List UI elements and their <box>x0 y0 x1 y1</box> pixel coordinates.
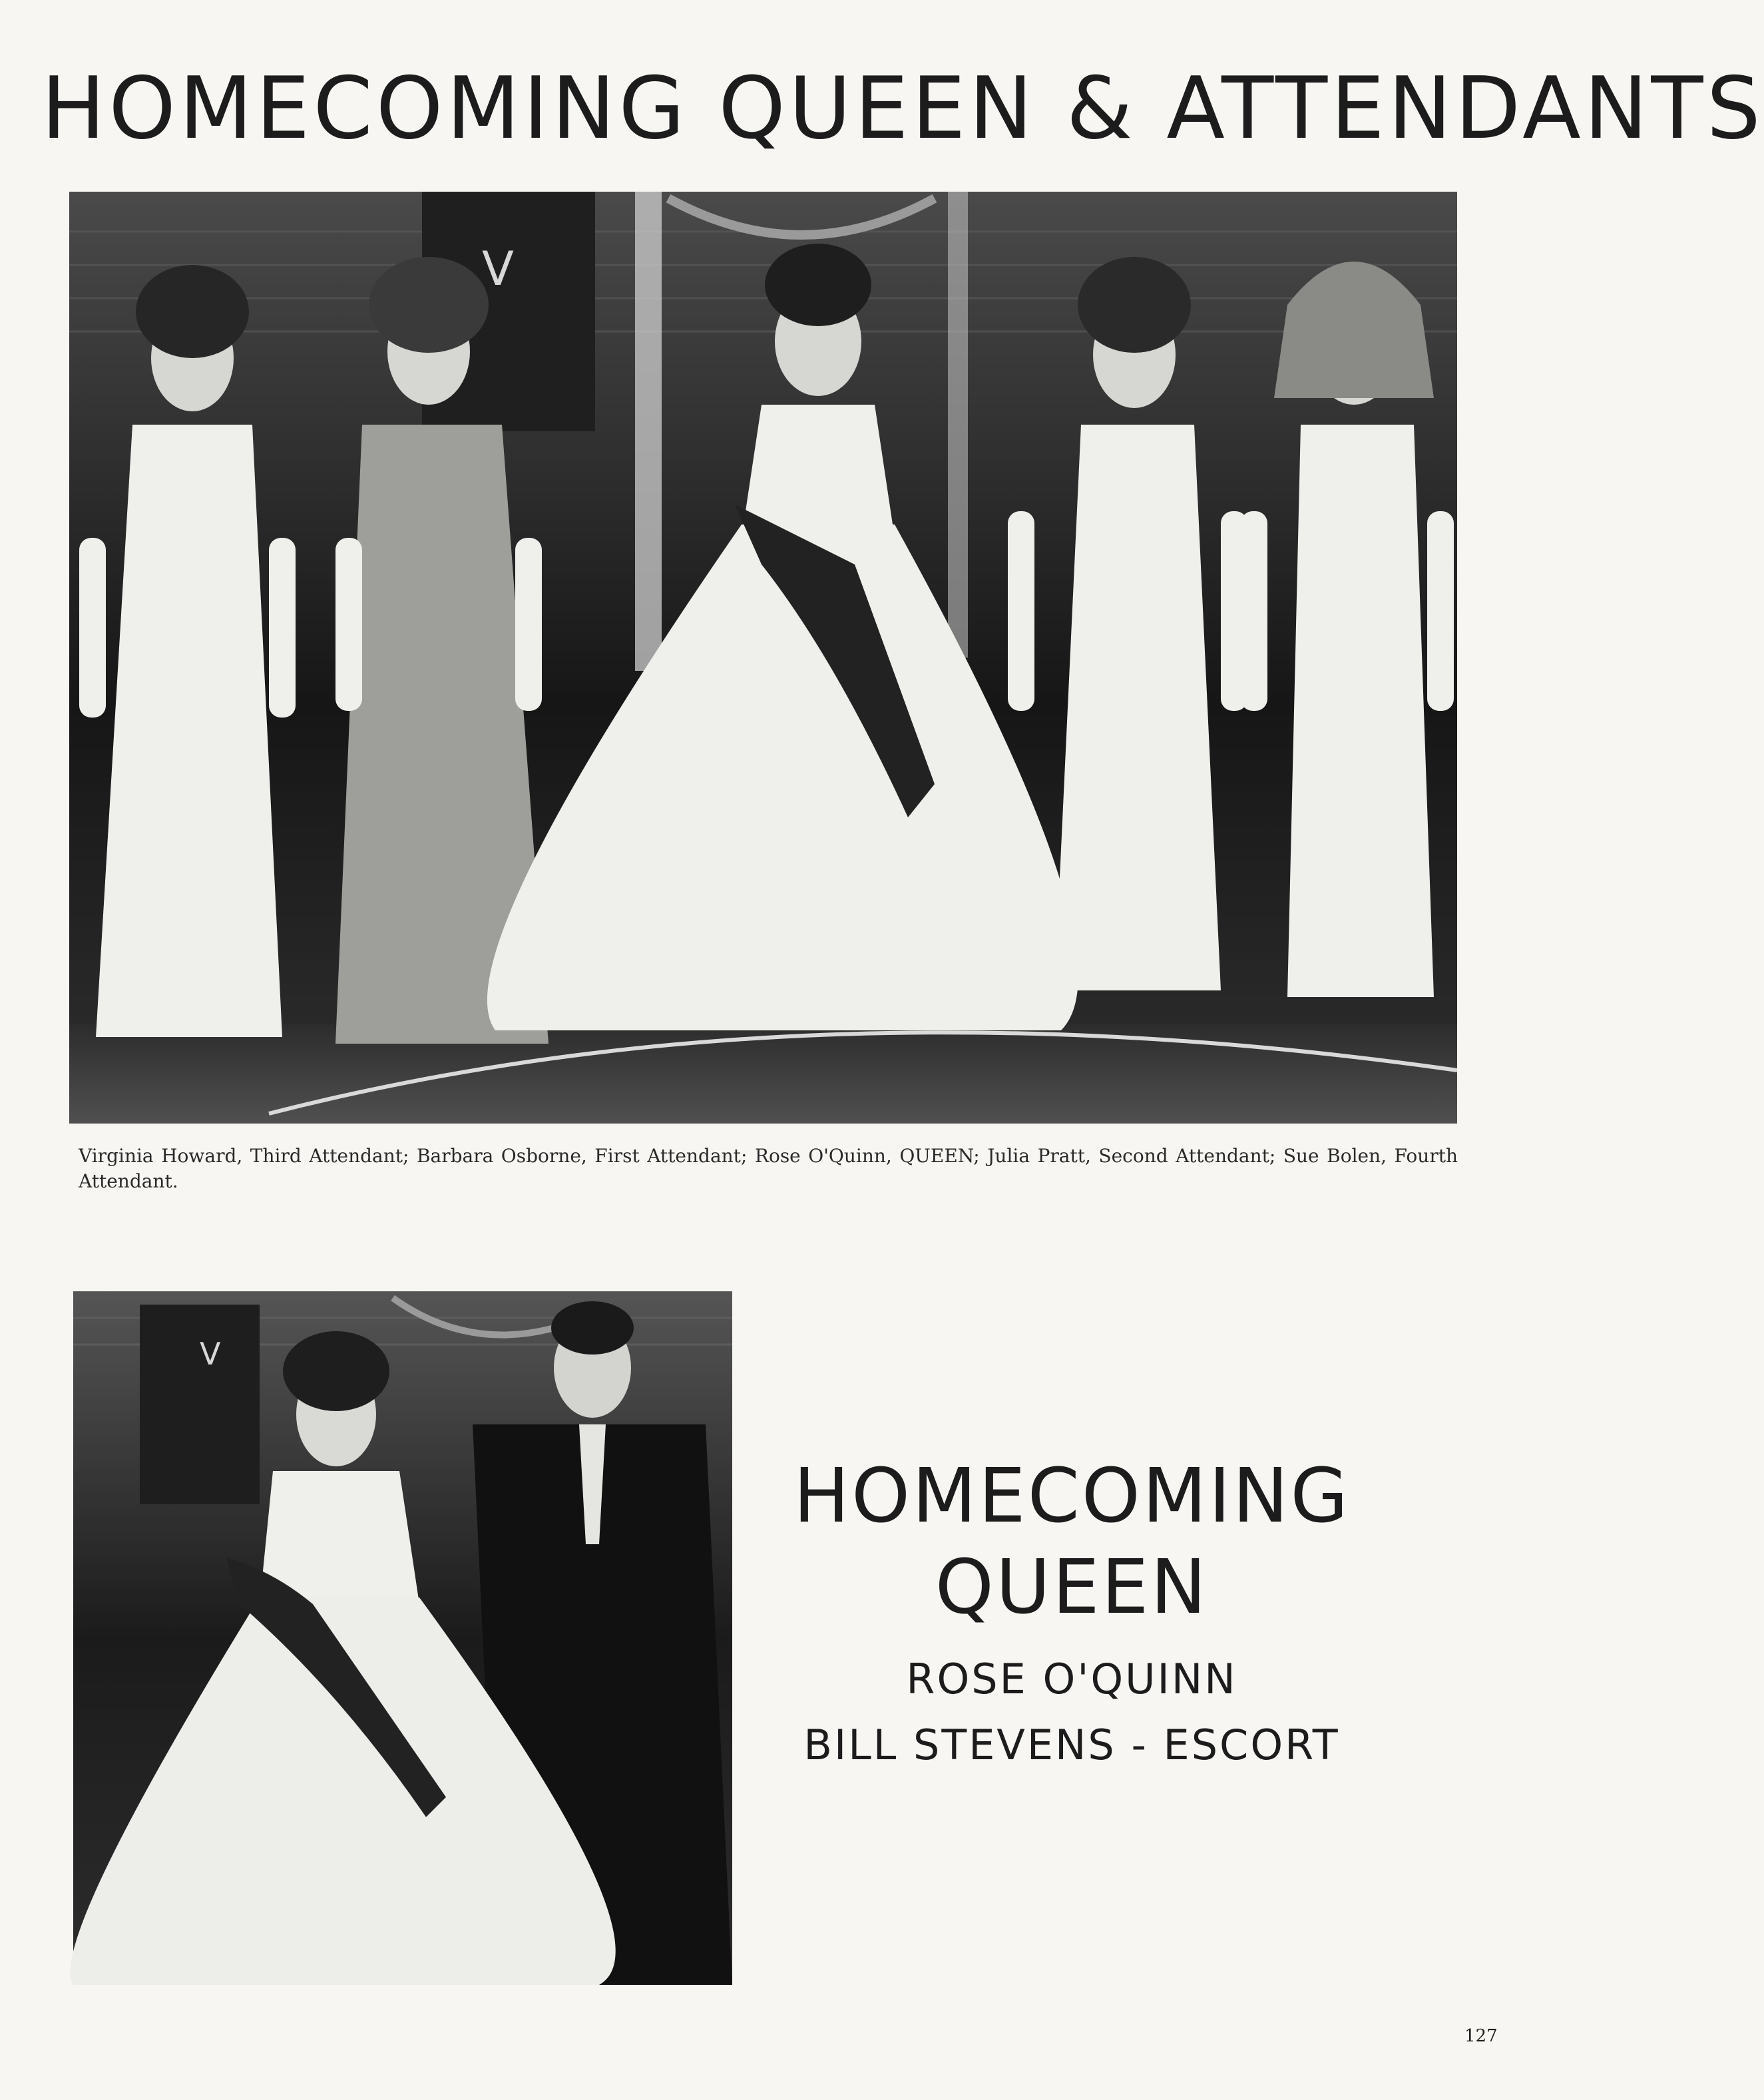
page-number: 127 <box>1464 2026 1498 2046</box>
escort-name: BILL STEVENS - ESCORT <box>803 1721 1340 1770</box>
queen-name: ROSE O'QUINN <box>906 1655 1237 1704</box>
group-photo <box>69 192 1457 1124</box>
svg-text:V: V <box>200 1336 221 1372</box>
queen-escort-photo <box>73 1291 732 1985</box>
page-title: HOMECOMING QUEEN & ATTENDANTS <box>41 59 1764 158</box>
svg-text:V: V <box>482 242 514 296</box>
photo-caption: Virginia Howard, Third Attendant; Barbara Osborne, First Attendant; Rose O'Quinn, QUEEN; Julia Pratt, Second Attendant; Sue Bolen, Fourth Attendant. <box>79 1145 1458 1192</box>
side-heading-line2: QUEEN <box>935 1544 1209 1631</box>
side-heading-block <box>785 1451 1358 1779</box>
side-heading-line1: HOMECOMING <box>793 1453 1351 1540</box>
